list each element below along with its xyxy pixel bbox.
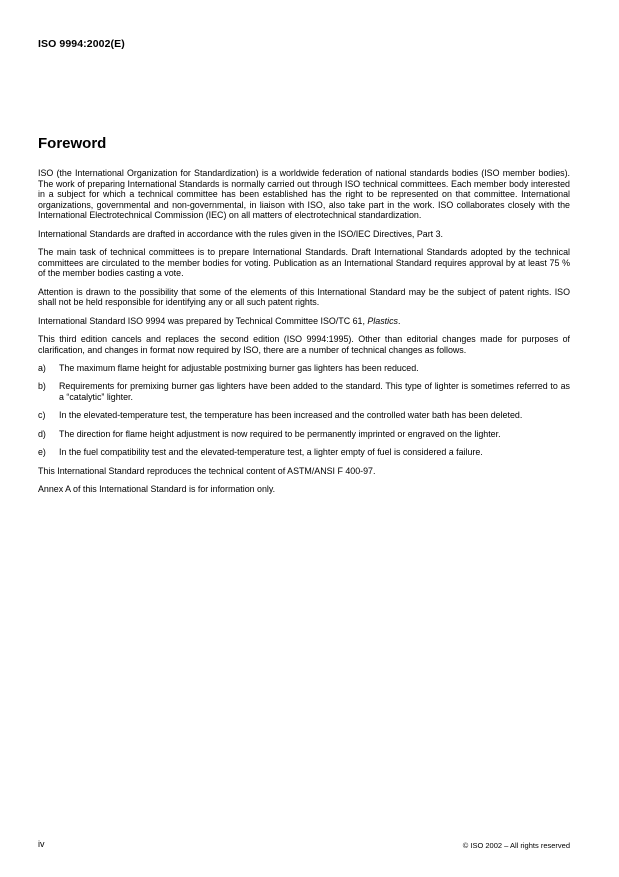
list-text: In the elevated-temperature test, the temperature has been increased and the controlled water bath has been deleted. [59,410,523,421]
copyright-notice: © ISO 2002 – All rights reserved [462,841,570,850]
paragraph-prepared-by [38,316,570,327]
list-item [38,447,570,458]
paragraph-astm: This International Standard reproduces the technical content of ASTM/ANSI F 400-97. [38,465,376,476]
list-text: In the fuel compatibility test and the elevated-temperature test, a lighter empty of fuel is considered a failure. [59,447,483,458]
list-marker: c) [38,410,46,421]
list-item [38,410,570,421]
list-item [38,363,570,374]
paragraph-committee-task: The main task of technical committees is to prepare International Standards. Draft International Standards adopted by the technical committees are circulated to the member bodies for voting. Publication as an International Standard requires approval by at least 75 % of the member bodies casting a vote. [38,247,570,279]
list-marker: a) [38,363,46,374]
list-text: The maximum flame height for adjustable postmixing burner gas lighters has been reduced. [59,363,419,374]
paragraph-directives: International Standards are drafted in accordance with the rules given in the ISO/IEC Directives, Part 3. [38,228,444,239]
committee-name: Plastics [367,315,398,326]
list-text: Requirements for premixing burner gas lighters have been added to the standard. This type of lighter is sometimes referred to as a “catalytic” lighter. [59,381,570,403]
list-marker: d) [38,428,46,439]
page-number: iv [38,839,45,849]
paragraph-annex: Annex A of this International Standard is for information only. [38,484,276,495]
section-title: Foreword [38,135,107,152]
document-code: ISO 9994:2002(E) [38,38,125,50]
list-marker: e) [38,447,46,458]
prepared-by-text: International Standard ISO 9994 was prepared by Technical Committee ISO/TC 61, [38,315,368,326]
list-item [38,381,570,402]
paragraph-iso-intro: ISO (the International Organization for Standardization) is a worldwide federation of national standards bodies (ISO member bodies). The work of preparing International Standards is normally carried out through ISO technical committees. Each member body interested in a subject for which a technical committee has been established has the right to be represented on that committee. International organizations, governmental and non-governmental, in liaison with ISO, also take part in the work. ISO collaborates closely with the International Electrotechnical Commission (IEC) on all matters of electrotechnical standardization. [38,168,570,221]
list-marker: b) [38,381,46,392]
list-item [38,429,570,440]
paragraph-edition: This third edition cancels and replaces the second edition (ISO 9994:1995). Other than editorial changes made for purposes of clarification, and changes in format now required by ISO, there are a number of technical changes as follows. [38,334,570,355]
list-text: The direction for flame height adjustment is now required to be permanently imprinted or engraved on the lighter. [59,428,501,439]
prepared-by-end: . [397,315,401,326]
paragraph-patent-notice: Attention is drawn to the possibility that some of the elements of this International Standard may be the subject of patent rights. ISO shall not be held responsible for identifying any or all such patent rights. [38,286,570,308]
foreword-body [38,168,570,502]
